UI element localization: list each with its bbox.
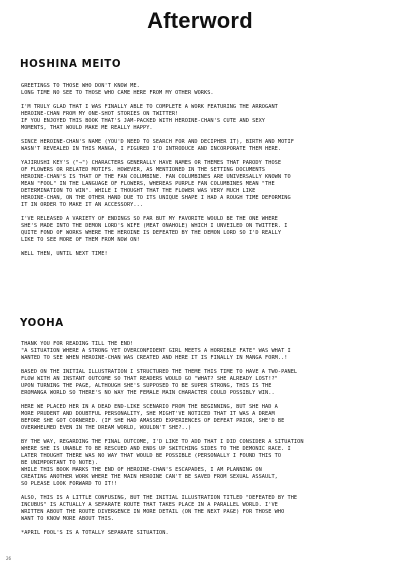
text-line: SO PLEASE LOOK FORWARD TO IT!! <box>21 481 118 487</box>
author-name-hoshina-meito: HOSHINA MEITO <box>20 59 122 70</box>
paragraph <box>21 251 389 258</box>
paragraph <box>21 369 389 397</box>
paragraph <box>21 104 389 132</box>
text-line: LONG TIME NO SEE TO THOSE WHO CAME HERE FROM MY OTHER WORKS. <box>21 90 214 96</box>
text-line: HERE WE PLACED HER IN A DEAD END-LIKE SCENARIO FROM THE BEGINNING, BUT SHE HAD A <box>21 404 278 410</box>
page-title: Afterword <box>147 8 253 33</box>
paragraph <box>21 216 389 244</box>
text-line: SINCE HEROINE-CHAN'S NAME (YOU'D NEED TO SEARCH FOR AND DECIPHER IT), BIRTH AND MOTIF <box>21 139 294 145</box>
paragraph <box>21 83 389 97</box>
text-line: CREATING ANOTHER WORK WHERE THE MAIN HEROINE CAN'T BE SAVED FROM SEXUAL ASSAULT, <box>21 474 278 480</box>
text-line: HEROINE-CHAN, ON THE OTHER HAND DUE TO ITS UNIQUE SHAPE I HAD A ROUGH TIME DEFORMING <box>21 195 291 201</box>
text-line: LIKE TO SEE MORE OF THEM FROM NOW ON! <box>21 237 140 243</box>
paragraph-gap <box>21 362 389 369</box>
paragraph-gap <box>21 153 389 160</box>
text-line: QUITE FOND OF WORKS WHERE THE HEROINE IS DEFEATED BY THE DEMON LORD SO I'D REALLY <box>21 230 282 236</box>
paragraph <box>21 495 389 523</box>
paragraph <box>21 530 389 537</box>
text-line: WHERE SHE IS UNABLE TO BE RESCUED AND ENDS UP SWITCHING SIDES TO THE DEMONIC RACE. I <box>21 446 291 452</box>
paragraph <box>21 160 389 209</box>
text-line: WANT TO KNOW MORE ABOUT THIS. <box>21 516 115 522</box>
paragraph-gap <box>21 523 389 530</box>
text-line: HEROINE-CHAN'S IS THAT OF THE FAN COLUMBINE. FAN COLUMBINES ARE UNIVERSALLY KNOWN TO <box>21 174 291 180</box>
text-line: EROMANGA WORLD SO THERE'S NO WAY THE FEMALE MAIN CHARACTER COULD POSSIBLY WIN.. <box>21 390 275 396</box>
text-line: BE UNIMPORTANT TO NOTE). <box>21 460 99 466</box>
paragraph <box>21 139 389 153</box>
text-line: MEAN "FOOL" IN THE LANGUAGE OF FLOWERS, WHEREAS PURPLE FAN COLUMBINES MEAN "THE <box>21 181 275 187</box>
text-line: "A SITUATION WHERE A STRONG YET OVERCONFIDENT GIRL MEETS A HORRIBLE FATE" WAS WHAT I <box>21 348 291 354</box>
text-line: BEFORE SHE GOT CORNERED. (IF SHE HAD AMASSED EXPERIENCES OF DEFEAT PRIOR, SHE'D BE <box>21 418 285 424</box>
text-line: SHE'S MADE INTO THE DEMON LORD'S WIFE (MEAT ONAHOLE) WHICH I UNVEILED ON TWITTER. I <box>21 223 288 229</box>
text-line: OVERWHELMED EVEN IN THE DREAM WORLD, WOULDN'T SHE?..) <box>21 425 192 431</box>
afterword-section-hoshina-meito <box>21 83 389 258</box>
page-number: 26 <box>6 556 12 561</box>
text-line: THANK YOU FOR READING TILL THE END! <box>21 341 134 347</box>
text-line: DETERMINATION TO WIN". WHILE I THOUGHT THAT THE FLOWER WAS VERY MUCH LIKE <box>21 188 256 194</box>
text-line: WHILE THIS BOOK MARKS THE END OF HEROINE-CHAN'S ESCAPADES, I AM PLANNING ON <box>21 467 262 473</box>
text-line: ALSO, THIS IS A LITTLE CONFUSING, BUT THE INITIAL ILLUSTRATION TITLED "DEFEATED BY THE <box>21 495 298 501</box>
afterword-section-yooha <box>21 341 389 537</box>
text-line: GREETINGS TO THOSE WHO DON'T KNOW ME. <box>21 83 140 89</box>
text-line: BASED ON THE INITIAL ILLUSTRATION I STRUCTURED THE THEME THIS TIME TO HAVE A TWO-PANEL <box>21 369 298 375</box>
text-line: OF FLOWERS OR RELATED MOTIFS. HOWEVER, AS MENTIONED IN THE SETTING DOCUMENTS <box>21 167 266 173</box>
paragraph <box>21 439 389 488</box>
paragraph-gap <box>21 132 389 139</box>
text-line: I'VE RELEASED A VARIETY OF ENDINGS SO FAR BUT MY FAVORITE WOULD BE THE ONE WHERE <box>21 216 278 222</box>
author-name-yooha: YOOHA <box>20 318 64 329</box>
paragraph-gap <box>21 209 389 216</box>
text-line: IF YOU ENJOYED THIS BOOK THAT'S JAM-PACKED WITH HEROINE-CHAN'S CUTE AND SEXY <box>21 118 266 124</box>
text-line: INCUBUS" IS ACTUALLY A SEPARATE ROUTE THAT TAKES PLACE IN A PARALLEL WORLD. I'VE <box>21 502 278 508</box>
paragraph-gap <box>21 432 389 439</box>
text-line: HEROINE-CHAN FROM MY ONE-SHOT STORIES ON TWITTER! <box>21 111 179 117</box>
text-line: *APRIL FOOL'S IS A TOTALLY SEPARATE SITUATION. <box>21 530 169 536</box>
text-line: WRITTEN ABOUT THE ROUTE DIVERGENCE IN MORE DETAIL (ON THE NEXT PAGE) FOR THOSE WHO <box>21 509 285 515</box>
text-line: WANTED TO SEE WHEN HEROINE-CHAN WAS CREATED AND HERE IT IS FINALLY IN MANGA FORM..! <box>21 355 288 361</box>
paragraph <box>21 341 389 362</box>
paragraph <box>21 404 389 432</box>
text-line: FLOW WITH AN INSTANT OUTCOME SO THAT READERS WOULD GO "WHAT? SHE ALREADY LOST!?" <box>21 376 278 382</box>
text-line: WASN'T REVEALED IN THIS MANGA, I FIGURED I'D INTRODUCE AND INCORPORATE THEM HERE. <box>21 146 282 152</box>
text-line: WELL THEN, UNTIL NEXT TIME! <box>21 251 108 257</box>
text-line: MORE PRUDENT AND DOUBTFUL PERSONALITY, SHE MIGHT'VE NOTICED THAT IT WAS A DREAM <box>21 411 275 417</box>
text-line: YAJIRUSHI KEY'S ("→") CHARACTERS GENERALLY HAVE NAMES OR THEMES THAT PARODY THOSE <box>21 160 282 166</box>
text-line: I'M TRULY GLAD THAT I WAS FINALLY ABLE TO COMPLETE A WORK FEATURING THE ARROGANT <box>21 104 278 110</box>
text-line: UPON TURNING THE PAGE, ALTHOUGH SHE'S SUPPOSED TO BE SUPER STRONG, THIS IS THE <box>21 383 272 389</box>
paragraph-gap <box>21 488 389 495</box>
text-line: LATER THOUGHT THERE WAS NO WAY THAT WOULD BE POSSIBLE (PERSONALLY I FOUND THIS TO <box>21 453 282 459</box>
paragraph-gap <box>21 397 389 404</box>
text-line: IT IN ORDER TO MAKE IT AN ACCESSORY... <box>21 202 144 208</box>
paragraph-gap <box>21 97 389 104</box>
paragraph-gap <box>21 244 389 251</box>
text-line: MOMENTS, THAT WOULD MAKE ME REALLY HAPPY. <box>21 125 153 131</box>
text-line: BY THE WAY, REGARDING THE FINAL OUTCOME, I'D LIKE TO ADD THAT I DID CONSIDER A SITUATION <box>21 439 304 445</box>
